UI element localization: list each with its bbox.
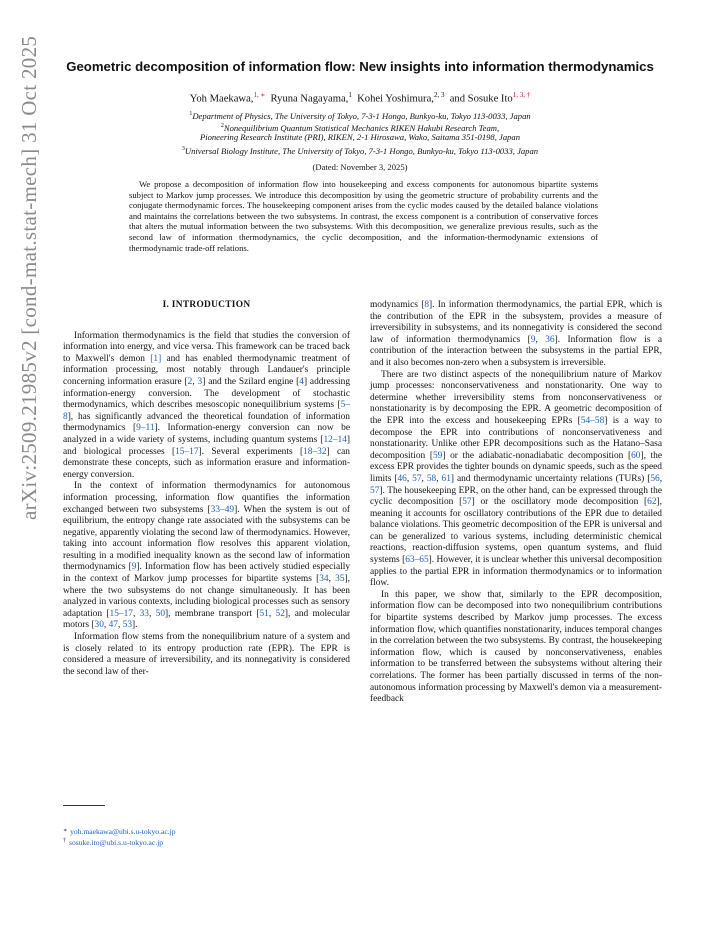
left-column — [63, 300, 350, 678]
text-run: ] or the oscillatory mode decomposition [ — [471, 497, 648, 508]
citation-link[interactable]: 9 — [131, 562, 137, 573]
citation-link[interactable]: 9 — [530, 334, 536, 345]
citation-link[interactable]: 63–65 — [405, 555, 429, 566]
citation-link[interactable]: 56 — [650, 473, 660, 484]
text-run: modynamics [ — [370, 300, 425, 310]
text-run: , — [659, 473, 663, 484]
text-run: , — [436, 473, 442, 484]
affiliation-marker: 2 — [220, 122, 224, 129]
text-run: ] and the Szilard engine [ — [202, 376, 300, 387]
text-run: , — [406, 473, 413, 484]
author-name[interactable]: Kohei Yoshimura, — [357, 93, 434, 105]
text-run: ]. However, it is unclear whether this universal decomposition applies to the partial EPR in information thermodynamics or to information flow. — [370, 555, 662, 589]
body-paragraph — [63, 331, 350, 482]
text-run: ], and molecular motors [ — [63, 608, 351, 631]
citation-link[interactable]: 15–17 — [175, 446, 199, 457]
text-run: , — [148, 608, 156, 619]
citation-link[interactable]: 57 — [412, 473, 422, 484]
citation-link[interactable]: 61 — [441, 473, 451, 484]
text-run: , — [268, 608, 276, 619]
footnote-email[interactable] — [63, 838, 163, 847]
citation-link[interactable]: 15–17 — [109, 608, 133, 619]
text-run: ] can demonstrate these concepts, such as information erasure and information-energy conversion. — [63, 446, 350, 480]
text-run: , — [421, 473, 427, 484]
text-run: ]. The housekeeping EPR, on the other hand, can be expressed through the cyclic decomposition [ — [370, 485, 662, 508]
author-affiliation-marker: 1 — [348, 91, 352, 99]
text-run: ], where the two subsystems do not change simultaneously. It has been analyzed in various contexts, including biological processes such as sensory adaptation [ — [63, 574, 351, 619]
citation-link[interactable]: 34 — [319, 574, 329, 585]
citation-link[interactable]: 47 — [108, 620, 118, 631]
citation-link[interactable]: 4 — [299, 376, 304, 387]
citation-link[interactable]: 51 — [259, 608, 269, 619]
citation-link[interactable]: 9–11 — [136, 423, 155, 434]
text-run: , — [192, 376, 198, 387]
affiliation-text: Nonequilibrium Quantum Statistical Mechanics RIKEN Hakubi Research Team, — [223, 122, 500, 133]
author-list — [60, 91, 660, 105]
text-run: ]. Information-energy conversion can now be analyzed in a wide variety of systems, including quantum systems [ — [63, 423, 351, 445]
email-link[interactable]: sosuke.ito@ubi.s.u-tokyo.ac.jp — [69, 838, 164, 847]
author-affiliation-marker: 1, 3, † — [512, 91, 531, 99]
affiliation-line — [80, 144, 640, 157]
text-run: ] and biological processes [ — [63, 434, 350, 457]
text-run: Information thermodynamics is the field that studies the conversion of information into energy, and vice versa. This framework can be traced back to Maxwell's demon — [63, 330, 350, 364]
citation-link[interactable]: 52 — [275, 608, 285, 619]
text-run: ] addressing information-energy conversion. The development of stochastic thermodynamics, which describes mesoscopic nonequilibrium systems [ — [63, 376, 351, 411]
text-run: ]. Information flow has been actively studied especially in the context of Markov jump processes for bipartite systems [ — [63, 562, 351, 585]
text-run: , — [535, 334, 546, 345]
footnote-marker: ∗ — [63, 828, 68, 834]
affiliation-marker: 1 — [189, 111, 193, 117]
text-run: In the context of information thermodynamics for autonomous information processing, information flow quantifies the information exchanged between two subsystems [ — [63, 481, 350, 515]
citation-link[interactable]: 33–49 — [210, 504, 235, 515]
citation-link[interactable]: 18–32 — [303, 446, 327, 457]
body-paragraph — [370, 370, 662, 590]
citation-link[interactable]: 62 — [647, 497, 657, 508]
citation-link[interactable]: 58 — [426, 473, 437, 484]
citation-link[interactable]: 36 — [545, 334, 555, 345]
citation-link[interactable]: 30 — [94, 620, 104, 631]
text-run: ], the excess EPR provides the tighter bounds on dynamic speeds, such as the speed limits [ — [370, 450, 663, 484]
citation-link[interactable]: 53 — [122, 620, 133, 631]
body-paragraph — [370, 300, 662, 370]
text-run: ]. In information thermodynamics, the partial EPR, which is the contribution of the EPR in the subsystem, provides a measure of irreversibility in subsystems, and its nonnegativity is considered the second law of information thermodynamics [ — [370, 300, 662, 345]
body-paragraph — [63, 481, 350, 632]
section-heading: I. INTRODUCTION — [162, 300, 251, 310]
affiliation-text: Pioneering Research Institute (PRI), RIKEN, 2-1 Hirosawa, Wako, Saitama 351-0198, Japan — [199, 132, 521, 142]
text-run: ]. When the system is out of equilibrium, the entropy change rate associated with the subsystems can be negative, apparently violating the second law of thermodynamics. However, taking into account information flow resolves this apparent violation, resulting in a modified inequality known as the second law of information thermodynamics [ — [63, 504, 351, 573]
citation-link[interactable]: 46 — [397, 473, 407, 484]
citation-link[interactable]: 60 — [631, 450, 641, 461]
citation-link[interactable]: 57 — [462, 497, 472, 508]
text-run: ]. Information flow is a contribution of the interaction between the subsystems in the partial EPR, and it also becomes non-zero when a subsystem is irreversible. — [370, 334, 663, 368]
citation-link[interactable]: 5–8 — [63, 400, 350, 422]
text-run: and has enabled thermodynamic treatment of information processing, most notably through Landauer's principle concerning information erasure [ — [63, 353, 350, 387]
text-run: ] or the adiabatic-nonadiabatic decomposition [ — [442, 450, 632, 461]
affiliation-line — [80, 132, 640, 143]
text-run: ] and thermodynamic uncertainty relations (TURs) [ — [450, 473, 651, 484]
text-run: Information flow stems from the nonequilibrium nature of a system and is closely related to its entropy production rate (EPR). The EPR is considered a measure of irreversibility, and its nonnegativity is considered the second law of ther- — [63, 632, 350, 677]
citation-link[interactable]: 50 — [155, 608, 166, 619]
text-run: , — [117, 620, 123, 631]
paper-title: Geometric decomposition of information flow: New insights into information thermodynamics — [66, 59, 654, 74]
right-column — [370, 300, 662, 706]
citation-link[interactable]: 2 — [187, 376, 193, 387]
text-run: ]. Several experiments [ — [198, 446, 304, 457]
citation-link[interactable]: 33 — [139, 608, 149, 619]
text-run: ]. — [132, 620, 138, 631]
text-run: There are two distinct aspects of the nonequilibrium nature of Markov jump processes: nonconservativeness and nonstationarity. One way to determine whether irreversibility stems from nonconservativeness or nonstationarity is by decomposing the EPR. A geometric decomposition of the EPR into the excess and housekeeping EPRs [ — [370, 369, 662, 426]
text-run: , — [132, 608, 140, 619]
author-affiliation-marker: 1, ∗ — [253, 91, 266, 99]
date-line: (Dated: November 3, 2025) — [312, 162, 408, 172]
citation-link[interactable]: 54–58 — [580, 415, 605, 426]
citation-link[interactable]: 8 — [424, 300, 430, 310]
text-run: , — [103, 620, 109, 631]
citation-link[interactable]: 59 — [432, 450, 443, 461]
email-link[interactable]: yoh.maekawa@ubi.s.u-tokyo.ac.jp — [70, 827, 176, 836]
citation-link[interactable]: 12–14 — [323, 434, 347, 445]
text-run: ], has significantly advanced the theoretical foundation of information thermodynamics [ — [63, 411, 350, 434]
body-paragraph — [370, 590, 662, 706]
abstract: We propose a decomposition of information flow into housekeeping and excess components for autonomous bipartite systems subject to Markov jump processes. We introduce this decomposition by using the geometric structure of probability currents and the conjugate thermodynamic forces. The housekeeping component arises from the cyclic modes caused by the detailed balance violations and maintains the correlations between the two subsystems. In contrast, the excess component is a contribution of conservative forces that alters the mutual information between the two subsystems. With this decomposition, we generalize previous results, such as the second law of information thermodynamics, the cyclic decomposition, and the information-thermodynamic extensions of thermodynamic trade-off relations. — [129, 179, 598, 253]
author-affiliation-marker: 2, 3 — [433, 91, 445, 99]
text-run: ] is a way to decompose the EPR into contributions of nonconservativeness and nonstationarity. Unlike other EPR decompositions such as the Hatano–Sasa decomposition [ — [370, 415, 662, 461]
citation-link[interactable]: [1] — [150, 353, 162, 364]
author-name[interactable]: Ryuna Nagayama, — [270, 93, 349, 105]
text-run: In this paper, we show that, similarly to the EPR decomposition, information flow can be decomposed into two nonequilibrium contributions for bipartite systems described by Markov jump processes. The excess information flow, which quantifies nonstationarity, induces temporal changes in the correlation between the two subsystems. By contrast, the housekeeping information flow, which is caused by nonconservativeness, enables information to be transferred between the subsystems without altering their correlations. The former has been partially discussed in terms of the non-autonomous information processing by Maxwell's demon via a measurement-feedback — [370, 589, 662, 705]
citation-link[interactable]: 3 — [197, 376, 203, 387]
text-run: ], membrane transport [ — [165, 608, 260, 619]
arxiv-sidebar-id: arXiv:2509.21985v2 [cond-mat.stat-mech] 31 Oct 2025 — [17, 35, 41, 520]
author-name[interactable]: Yoh Maekawa, — [189, 93, 254, 105]
footnote-email[interactable] — [63, 827, 176, 836]
footnote-divider — [63, 805, 105, 806]
body-paragraph — [63, 632, 350, 678]
footnote-marker: † — [63, 838, 66, 844]
citation-link[interactable]: 57 — [370, 485, 380, 496]
affiliation-text: Department of Physics, The University of Tokyo, 7-3-1 Hongo, Bunkyo-ku, Tokyo 113-0033, Japan — [192, 110, 531, 121]
text-run: ], meaning it accounts for oscillatory contributions of the EPR due to detailed balance violations. This geometric decomposition of the EPR is universal and can be generalized to various systems, including deterministic chemical reactions, reaction-diffusion systems, open quantum systems, and fluid systems [ — [370, 497, 662, 566]
affiliation-marker: 3 — [181, 145, 185, 152]
citation-link[interactable]: 35 — [335, 574, 345, 585]
author-name[interactable]: and Sosuke Ito — [449, 93, 513, 105]
text-run: , — [328, 574, 336, 585]
affiliation-text: Universal Biology Institute, The University of Tokyo, 7-3-1 Hongo, Bunkyo-ku, Tokyo 113-0033, Japan — [184, 145, 539, 156]
